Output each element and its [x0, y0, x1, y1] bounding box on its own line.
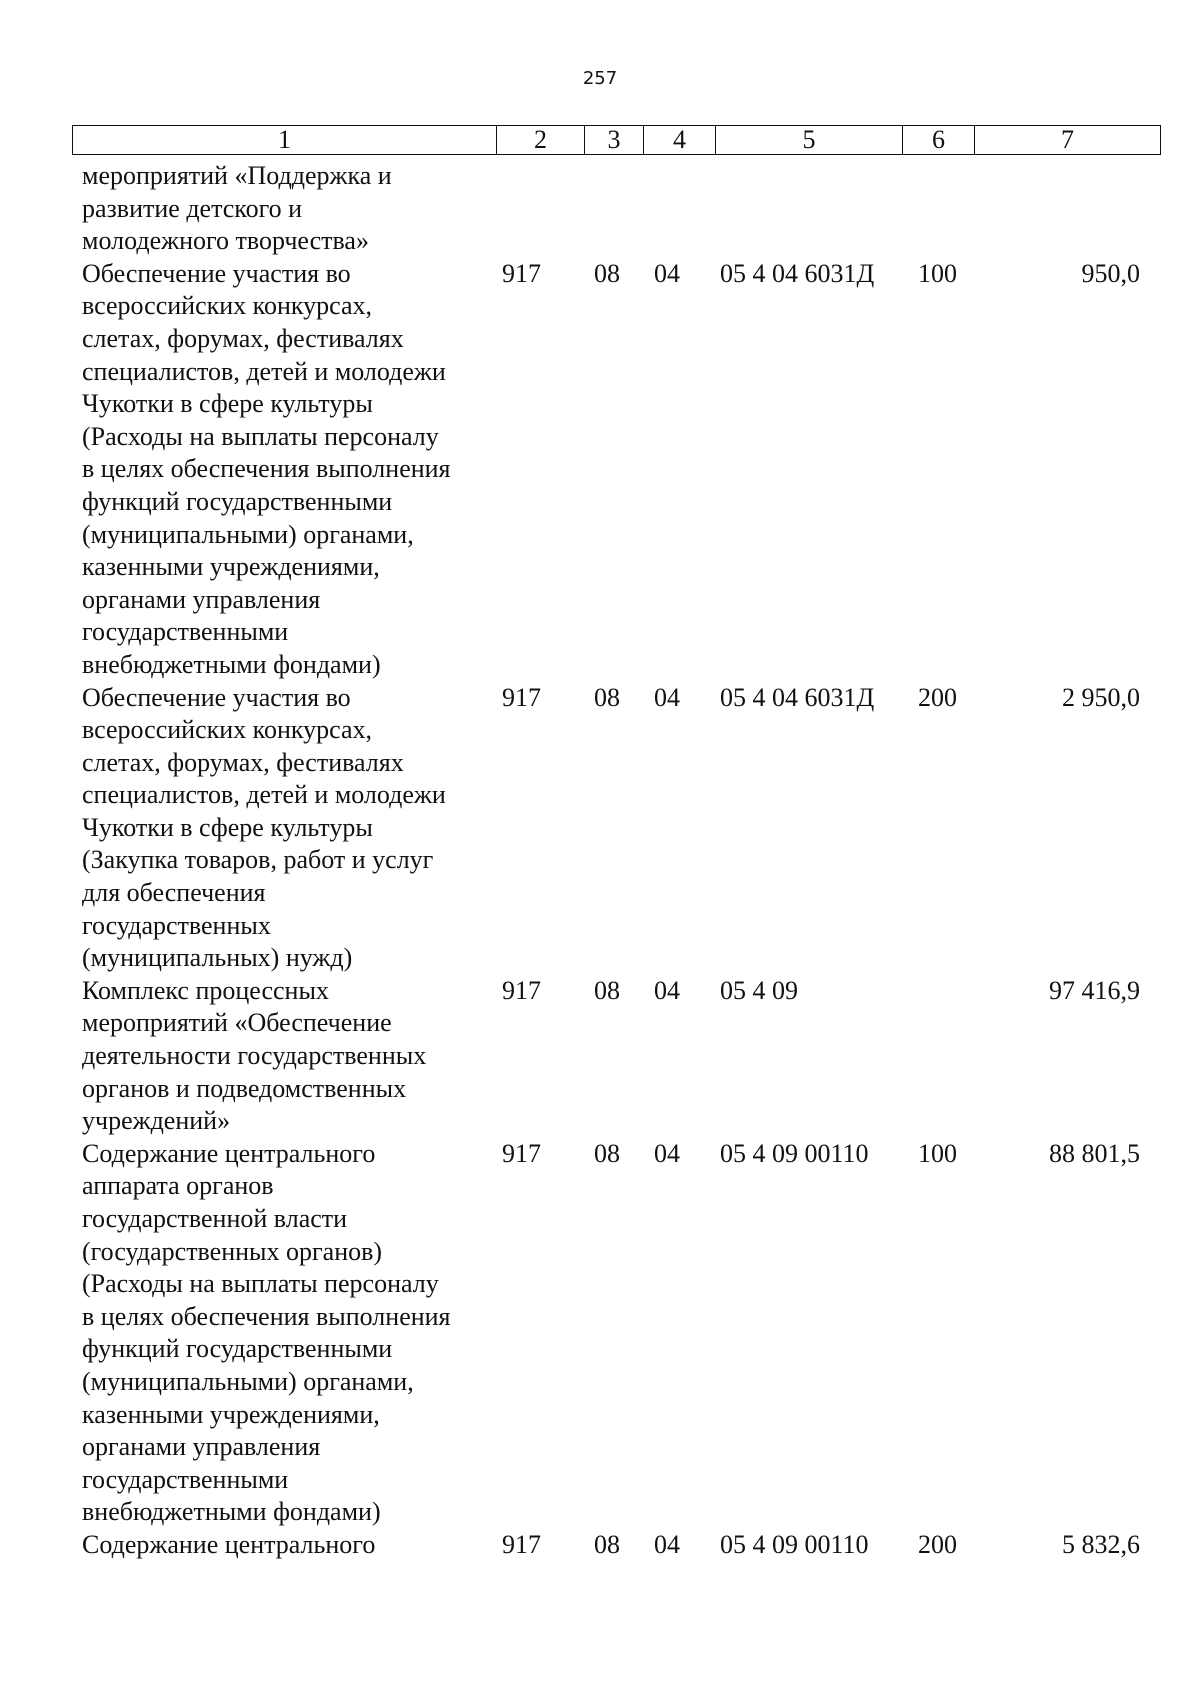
row-section: 08	[594, 975, 620, 1005]
description-line: Комплекс процессных	[82, 975, 329, 1005]
description-line: в целях обеспечения выполнения	[82, 454, 451, 484]
row-description	[82, 1529, 502, 1562]
table-header	[72, 125, 1161, 155]
description-line: внебюджетными фондами)	[82, 649, 381, 679]
row-subsection: 04	[654, 975, 680, 1005]
description-line: (Расходы на выплаты персоналу	[82, 1269, 439, 1299]
header-col-6: 6	[903, 126, 975, 154]
description-line: деятельности государственных	[82, 1041, 427, 1071]
row-department-code: 917	[502, 1138, 541, 1168]
row-department-code: 917	[502, 975, 541, 1005]
row-amount: 5 832,6	[1062, 1529, 1140, 1559]
row-description	[82, 258, 502, 682]
description-line: государственной власти	[82, 1204, 348, 1233]
header-col-2: 2	[497, 126, 585, 154]
row-target-article: 05 4 04 6031Д	[720, 258, 875, 288]
row-subsection: 04	[654, 258, 680, 288]
description-line: государственными	[82, 1464, 289, 1494]
row-description	[82, 975, 502, 1138]
description-line: органами управления	[82, 1432, 321, 1462]
row-amount: 2 950,0	[1062, 682, 1140, 712]
row-amount: 88 801,5	[1049, 1138, 1140, 1168]
row-section: 08	[594, 258, 620, 288]
description-line: слетах, форумах, фестивалях	[82, 747, 404, 777]
description-line: (Закупка товаров, работ и услуг	[82, 845, 434, 875]
description-line: (Расходы на выплаты персоналу	[82, 421, 439, 451]
description-line: Обеспечение участия во	[82, 682, 351, 712]
row-description	[82, 160, 502, 258]
row-amount: 97 416,9	[1049, 975, 1140, 1005]
row-target-article: 05 4 09 00110	[720, 1138, 869, 1168]
row-department-code: 917	[502, 1529, 541, 1559]
row-target-article: 05 4 04 6031Д	[720, 682, 875, 712]
header-col-3: 3	[585, 126, 644, 154]
description-line: казенными учреждениями,	[82, 1399, 380, 1429]
description-line: мероприятий «Обеспечение	[82, 1008, 392, 1038]
description-line: мероприятий «Поддержка и	[82, 161, 392, 190]
table-row	[0, 160, 1200, 258]
row-amount: 950,0	[1081, 258, 1140, 288]
description-line: молодежного творчества»	[82, 226, 369, 256]
row-department-code: 917	[502, 258, 541, 288]
description-line: специалистов, детей и молодежи	[82, 780, 446, 810]
description-line: органов и подведомственных	[82, 1073, 407, 1103]
description-line: для обеспечения	[82, 878, 266, 908]
row-subsection: 04	[654, 1138, 680, 1168]
table-row	[0, 258, 1200, 682]
row-section: 08	[594, 682, 620, 712]
row-description	[82, 682, 502, 975]
description-line: Чукотки в сфере культуры	[82, 812, 373, 842]
row-target-article: 05 4 09	[720, 975, 798, 1005]
table-row	[0, 682, 1200, 975]
row-section: 08	[594, 1529, 620, 1559]
table-row	[0, 1529, 1200, 1562]
row-subsection: 04	[654, 1529, 680, 1559]
table-row	[0, 1138, 1200, 1529]
description-line: органами управления	[82, 584, 321, 614]
description-line: всероссийских конкурсах,	[82, 715, 373, 745]
header-col-1: 1	[73, 126, 497, 154]
description-line: функций государственными	[82, 1334, 393, 1364]
header-col-5: 5	[716, 126, 903, 154]
row-expense-type: 200	[918, 682, 957, 712]
row-description	[82, 1138, 502, 1529]
description-line: Содержание центрального	[82, 1529, 376, 1559]
description-line: Содержание центрального	[82, 1138, 376, 1168]
description-line: внебюджетными фондами)	[82, 1497, 381, 1527]
row-subsection: 04	[654, 682, 680, 712]
description-line: развитие детского и	[82, 193, 303, 223]
table-row	[0, 975, 1200, 1138]
description-line: (муниципальными) органами,	[82, 1366, 414, 1396]
page-number: 257	[582, 68, 618, 89]
row-section: 08	[594, 1138, 620, 1168]
description-line: в целях обеспечения выполнения	[82, 1301, 451, 1331]
row-expense-type: 100	[918, 258, 957, 288]
description-line: государственными	[82, 617, 289, 647]
table-body	[0, 160, 1200, 1562]
description-line: всероссийских конкурсах,	[82, 291, 373, 321]
description-line: функций государственными	[82, 486, 393, 516]
description-line: аппарата органов	[82, 1171, 274, 1201]
row-expense-type: 200	[918, 1529, 957, 1559]
row-department-code: 917	[502, 682, 541, 712]
description-line: (муниципальных) нужд)	[82, 943, 353, 973]
description-line: учреждений»	[82, 1106, 231, 1136]
description-line: (государственных органов)	[82, 1236, 383, 1266]
description-line: (муниципальными) органами,	[82, 519, 414, 549]
header-col-7: 7	[1061, 125, 1074, 154]
description-line: государственных	[82, 910, 271, 940]
description-line: специалистов, детей и молодежи	[82, 356, 446, 386]
row-expense-type: 100	[918, 1138, 957, 1168]
description-line: Чукотки в сфере культуры	[82, 389, 373, 419]
header-col-4: 4	[644, 126, 716, 154]
description-line: казенными учреждениями,	[82, 552, 380, 582]
row-target-article: 05 4 09 00110	[720, 1529, 869, 1559]
description-line: Обеспечение участия во	[82, 258, 351, 288]
description-line: слетах, форумах, фестивалях	[82, 323, 404, 353]
